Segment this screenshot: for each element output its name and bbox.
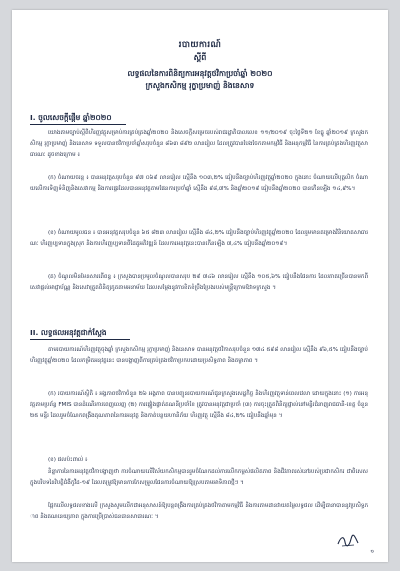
section-heading-1: I. ចូលសេចក្តីផ្តើម ឆ្នាំ២០២០ bbox=[30, 113, 112, 122]
section-2-paragraph-1: តាមរបាយការណ៍ហិរញ្ញវត្ថុចុងឆ្នាំ ក្រសួងកសិកម្ម រុក្ខាប្រមាញ់ និងនេសាទ បានអនុវត្តថវិកាសរុបចំនួន ១៧៤ ៥៩៨ លានរៀល ស្មើនឹង ៩៦,៥% ធៀបនឹងច្បាប់ហិរញ្ញវត្ថុឆ្នាំ២០២០ ដែលកម្រិតអនុវត្តនេះ បានបង្ហាញពីការគ្រប់គ្រងថវិកាប្រកបដោយប្រសិទ្ធភាព និងតម្លាភាព ។ bbox=[30, 347, 368, 364]
section-1-paragraph-4: (គ) ចំណូលមិនមែនសារពើពន្ធ ៖ ក្រសួងបានប្រមូលចំណូលបានសរុប ២៩ ៧៤៦ លានរៀល ស្មើនឹង ១០៥,៦% ធៀបនឹងផែនការ ដែលភាគច្រើនបានមកពីសេវាផ្តល់អាជ្ញាប័ណ្ណ និងសេវាត្រួតពិនិត្យភូតគាមអនាម័យ ដែលសម្តែងនូវការខិតខំប្រឹងប្រែងរបស់មន្ត្រីក្រោមឱវាទក្រសួង ។ bbox=[30, 274, 368, 291]
section-2-paragraph-3: (ខ) ផលប៉ះពាល់ ៖ bbox=[48, 457, 88, 463]
report-about-heading: ស្តីពី bbox=[193, 53, 207, 62]
section-heading-2: II. លទ្ធផលអនុវត្តជាក់ស្តែង bbox=[30, 328, 107, 337]
section-1-paragraph-2: (ក) ចំណាយចរន្ត ៖ បានអនុវត្តសរុបចំនួន ៩៧ ០៦៩ លានរៀល ស្មើនឹង ១០៣,២% ធៀបនឹងច្បាប់ហិរញ្ញវត្ថុឆ្នាំ២០២០ ក្នុងនោះ ចំណាយលើបុគ្គលិក ចំណាយលើការទិញទំនិញនិងសេវាកម្ម និងការផ្ទេរដែលបានអនុវត្តតាមផែនការប្រចាំឆ្នាំ ស្មើនឹង ៩៨,៧% និងឆ្នាំ២០១៩ ធៀបនឹងឆ្នាំ២០២០ បានកើនឡើង ១៤,៩%។ bbox=[30, 175, 368, 192]
section-1-paragraph-1: យោងតាមច្បាប់ស្តីពីហិរញ្ញវត្ថុសម្រាប់ការគ្រប់គ្រងឆ្នាំ២០២០ និងសេចក្តីសម្រេចរបស់រាជរដ្ឋាភិបាលលេខ ១១/២០១៩ ចុះថ្ងៃទី២១ ខែធ្នូ ឆ្នាំ២០១៩ ក្រសួងកសិកម្ម រុក្ខាប្រមាញ់ និងនេសាទ ទទួលបានថវិកាប្រចាំឆ្នាំសរុបចំនួន ៨៦៣ ៨៩២ លានរៀល ដែលត្រូវបានបែងចែកតាមកម្មវិធី និងអនុកម្មវិធី នៃការគ្រប់គ្រងហិរញ្ញវត្ថុសាធារណៈ ដូចខាងក្រោម ៖ bbox=[30, 130, 368, 158]
signature-mark bbox=[336, 534, 360, 548]
section-1-paragraph-3: (ខ) ចំណាយមូលធន ៖ បានអនុវត្តសរុបចំនួន ៦៥ ៨២៣ លានរៀល ស្មើនឹង ៨៤,២% ធៀបនឹងច្បាប់ហិរញ្ញវត្ថុឆ្នាំ២០២០ ដែលរួមមានគម្រោងវិនិយោគសាធារណៈ ហិរញ្ញប្បទានក្នុងស្រុក និងការហិរញ្ញប្បទានពីដៃគូអភិវឌ្ឍន៍ ដែលការអនុវត្តនេះបានកើនឡើង ៧,៤% ធៀបនឹងឆ្នាំ២០១៩។ bbox=[30, 230, 369, 247]
section-2-paragraph-4: និន្នាការនៃការអនុវត្តថវិកាបង្ហាញថា ការចំណាយលើវិស័យកសិកម្មបានរួមចំណែកដល់ការលើកកម្ពស់ផលិតភាព និងជីវភាពរស់នៅរបស់ប្រជាកសិករ ជាពិសេសក្នុងបរិបទនៃវិបត្តិជំងឺកូវីដ-១៩ ដែលតម្រូវឱ្យមានការកែសម្រួលផែនការចំណាយឱ្យស្របតាមអាទិភាពថ្មីៗ ។ bbox=[30, 469, 368, 486]
section-2-paragraph-5: ផ្អែកលើលទ្ធផលខាងលើ ក្រសួងសូមលើកជាអនុសាសន៍ឱ្យបន្តពង្រឹងការគ្រប់គ្រងថវិកាតាមកម្មវិធី និងការតាមដានវាយតម្លៃលទ្ធផល ដើម្បីធានាបាននូវប្រសិទ្ធភាព និងគណនេយ្យភាព ក្នុងការប្រើប្រាស់ធនធានសាធារណៈ ។ bbox=[30, 503, 368, 520]
report-type-heading: របាយការណ៍ bbox=[178, 40, 222, 50]
report-title-line-2: ក្រសួងកសិកម្ម រុក្ខាប្រមាញ់ និងនេសាទ bbox=[145, 81, 255, 90]
report-title-line-1: លទ្ធផលនៃការពិនិត្យការអនុវត្តថវិកាប្រចាំឆ្នាំ ២០២០ bbox=[127, 69, 273, 78]
section-underline-2 bbox=[30, 339, 130, 340]
section-2-paragraph-2: (ក) របាយការណ៍ស្ថិតិ ៖ អង្គភាពថវិកាចំនួន ២៦ អង្គភាព បានបញ្ជូនរបាយការណ៍ជូនក្រសួងសេដ្ឋកិច្ច និងហិរញ្ញវត្ថុទាន់ពេលវេលា ដោយក្នុងនោះ (១) ការអនុវត្តតាមប្រព័ន្ធ FMIS បានដំណើរការពេញលេញ (២) ការផ្ទៀងផ្ទាត់គណនីប្រចាំខែ ត្រូវបានអនុវត្តជាប្រចាំ (៣) ការចុះត្រួតពិនិត្យផ្ទាល់នៅមន្ទីរជំនាញរាជធានី-ខេត្ត ចំនួន ២៥ មន្ទីរ ដែលរួមចំណែកពង្រឹងគុណភាពនៃការអនុវត្ត និងកាត់បន្ថយហានិភ័យ ហិរញ្ញវត្ថុ ស្មើនឹង ៨៤,២% ធៀបនឹងឆ្នាំមុន ។ bbox=[30, 391, 368, 419]
section-underline-1 bbox=[30, 124, 126, 125]
page-number: ១ bbox=[370, 549, 374, 555]
document-page bbox=[12, 10, 388, 562]
